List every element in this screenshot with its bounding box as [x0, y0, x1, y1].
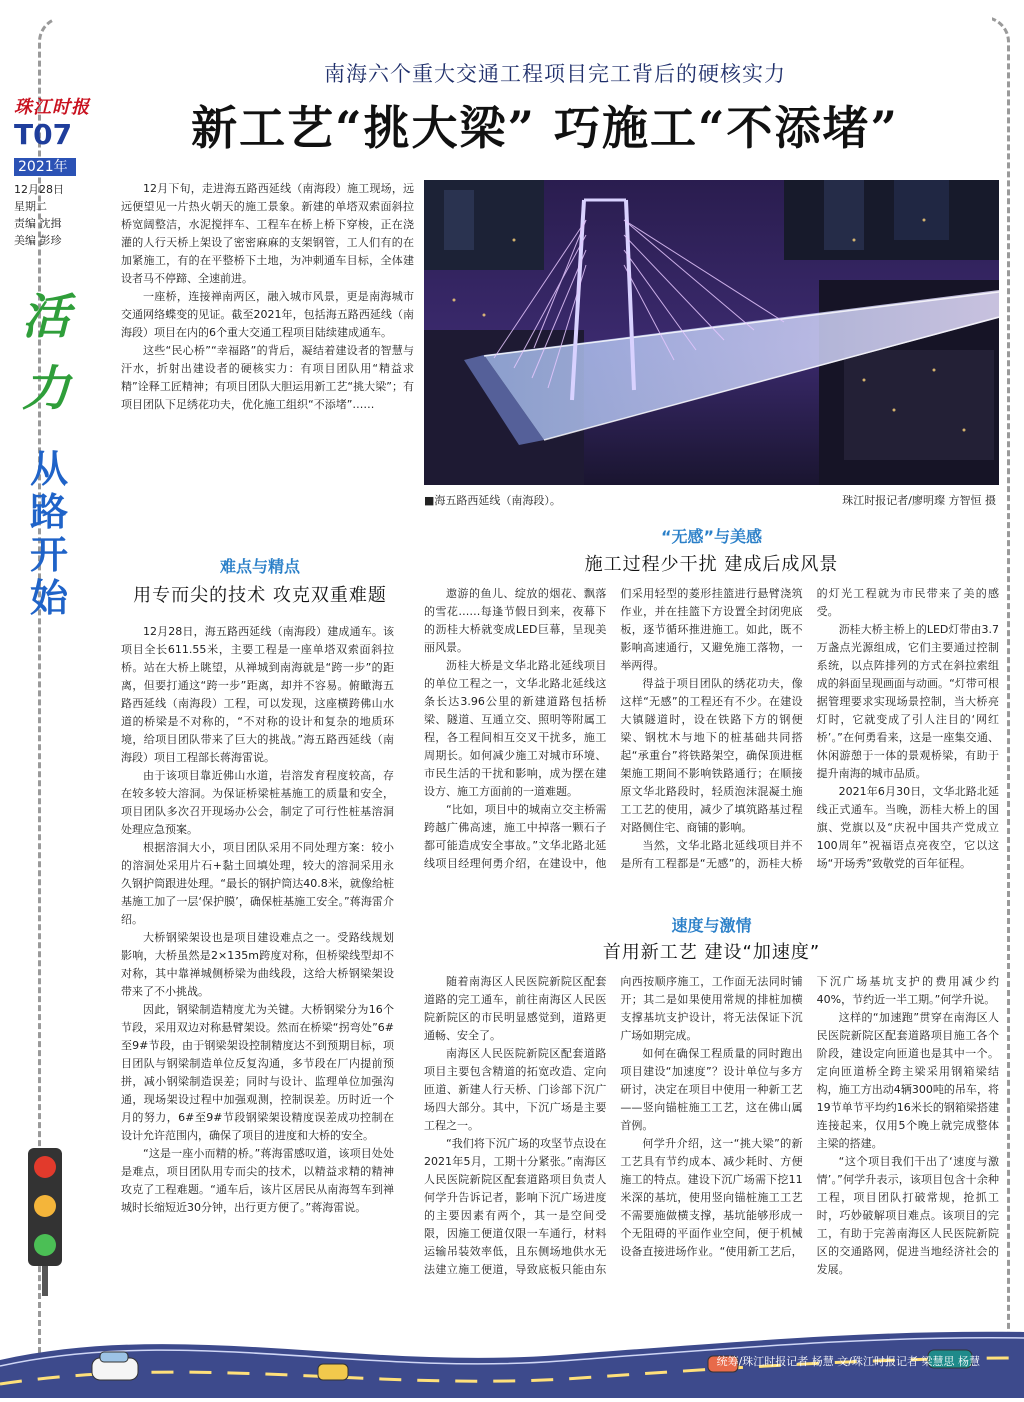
section1-paragraph: 由于该项目靠近佛山水道，岩溶发育程度较高，存在较多较大溶洞。为保证桥梁桩基施工的质量和安全，项目团队多次召开现场办公会，制定了可行性桩基溶洞处理应急预案。 [121, 769, 394, 836]
section2-paragraph: 遨游的鱼儿、绽放的烟花、飘落的雪花……每逢节假日到来，夜幕下的沥桂大桥就变成LED巨幕，呈现美丽风景。 [424, 587, 607, 654]
section2-title: 施工过程少干扰 建成后成风景 [584, 554, 839, 575]
issue-date: 12月28日 [14, 183, 64, 196]
year-badge: 2021年 [14, 158, 76, 176]
section3-title: 首用新工艺 建设“加速度” [602, 942, 821, 963]
section1-title: 用专而尖的技术 攻克双重难题 [133, 585, 387, 606]
section1-paragraph: 因此，钢梁制造精度尤为关键。大桥钢梁分为16个节段，采用双边对称悬臂架设。然而在桥梁“拐弯处”6#至9#节段，由于钢梁架设控制精度达不到预期目标，项目团队与钢梁制造单位反复沟通，多节段在厂内提前预拼，减小钢梁制造误差；同时与设计、监理单位加强沟通，现场架设过程中加强观测，控制误差。历时近一个月的努力，6#至9#节段钢梁架设精度误差成功控制在设计允许范围内，确保了项目的进度和大桥的安全。 [121, 1003, 394, 1142]
section3-text [424, 973, 999, 1325]
section1-paragraph: 根据溶洞大小，项目团队采用不同处理方案：较小的溶洞处采用片石+黏土回填处理，较大的溶洞采用永久钢护筒跟进处理。“最长的钢护筒达40.8米，就像给桩基施工加了一层‘保护膜’，确保桩基施工安全。”蒋海雷介绍。 [121, 841, 394, 926]
section2-paragraph: “比如，项目中的城南立交主桥需跨越广佛高速，施工中掉落一颗石子都可能造成安全事故。”文华北路北延线项目经理何勇介绍，在建设中，他们采用轻型的菱形挂篮进行悬臂浇筑作业，并在挂篮下方设置全封闭兜底板，逐节循环推进施工。如此，既不影响高速通行，又避免施工落物，一举两得。 [424, 587, 803, 870]
issue-weekday: 星期二 [14, 200, 47, 213]
road-illustration [0, 1300, 1024, 1398]
section2-paragraph: 2021年6月30日，文华北路北延线正式通车。当晚，沥桂大桥上的国旗、党旗以及“庆祝中国共产党成立100周年”祝福语点亮夜空，它以这场“开场秀”致敬党的百年征程。 [816, 785, 999, 870]
section-word-cong: 从 [30, 447, 69, 491]
photo-credit: 珠江时报记者/廖明璨 方智恒 摄 [842, 494, 996, 507]
section3-paragraph: 这样的“加速跑”贯穿在南海区人民医院新院区配套道路项目施工各个阶段，建设定向匝道也是其中一个。定向匝道桥全跨主梁采用钢箱梁结构，施工方出动4辆300吨的吊车，将19节单节平均约16米长的钢箱梁搭建连接起来，仅用5个晚上就完成整体主梁的搭建。 [816, 1011, 999, 1150]
designer-credit: 美编 彭珍 [14, 234, 62, 247]
intro-text [121, 180, 414, 414]
section2-paragraph: 沥桂大桥是文华北路北延线项目的单位工程之一，文华北路北延线这条长达3.96公里的新建道路包括桥梁、隧道、互通立交、照明等附属工程，各工程间相互交叉干扰多，施工周期长。如何减少施工对城市环境、市民生活的干扰和影响，成为摆在建设方、施工方面前的一道难题。 [424, 659, 607, 798]
section3-paragraph: 何学升介绍，这一“挑大梁”的新工艺具有节约成本、减少耗时、方便施工的特点。建设下沉广场需下挖11米深的基坑，使用竖向锚桩施工工艺不需要施做横支撑，基坑能够形成一个无阻碍的平面作业空间，便于机械设备直接进场作业。“使用新工艺后，下沉广场基坑支护的费用减少约40%，节约近一半工期。”何学升说。 [620, 975, 999, 1258]
page-number: T07 [14, 118, 73, 151]
intro-paragraph: 这些“民心桥”“幸福路”的背后，凝结着建设者的智慧与汗水，折射出建设者的硬核实力：有项目团队用“精益求精”诠释工匠精神；有项目团队大胆运用新工艺“挑大梁”；有项目团队下足绣花功夫，优化施工组织“不添堵”…… [121, 344, 414, 411]
section-word-kai: 开 [30, 533, 69, 577]
bridge-night-photo [424, 180, 999, 485]
section1-text [121, 623, 394, 1217]
section2-label: “无感”与美感 [660, 527, 763, 546]
editor-credit: 责编 沈揖 [14, 217, 62, 230]
section3-paragraph: 随着南海区人民医院新院区配套道路的完工通车，前往南海区人民医院新院区的市民明显感觉到，道路更通畅、安全了。 [424, 975, 607, 1042]
section3-paragraph: “这个项目我们干出了‘速度与激情’。”何学升表示，该项目包含十余种工程，项目团队打破常规，抢抓工时，巧妙破解项目难点。该项目的完工，有助于完善南海区人民医院新院区的交通路网，促进当地经济社会的发展。 [816, 1155, 999, 1276]
newspaper-logo: 珠江时报 [14, 97, 90, 118]
section2-text [424, 585, 999, 887]
section3-paragraph: 如何在确保工程质量的同时跑出项目建设“加速度”？设计单位与多方研讨，决定在项目中使用一种新工艺——竖向锚桩施工工艺，这在佛山属首例。 [620, 1047, 803, 1132]
intro-paragraph: 12月下旬，走进海五路西延线（南海段）施工现场，远远便望见一片热火朝天的施工景象。新建的单塔双索面斜拉桥宽阔整洁，水泥搅拌车、工程车在桥上桥下穿梭，正在浇灌的人行天桥上架设了密密麻麻的支架钢管，工人们有的在加紧施工，有的在平整桥下土地，为冲刺通车目标，全体建设者马不停蹄、全速前进。 [121, 182, 414, 285]
page-headline: 新工艺“挑大梁” 巧施工“不添堵” [191, 101, 899, 155]
traffic-light-icon [28, 1148, 62, 1266]
section2-paragraph: 沥桂大桥主桥上的LED灯带由3.7万盏点光源组成，它们主要通过控制系统，以点阵排列的方式在斜拉索组成的斜面呈现画面与动画。“灯带可根据管理要求实现场景控制，当大桥亮灯时，它就变成了引人注目的‘网红桥’。”在何勇看来，这是一座集交通、休闲游憩于一体的景观桥梁，有助于提升南海的城市品质。 [816, 623, 999, 780]
page-subtitle: 南海六个重大交通工程项目完工背后的硬核实力 [324, 62, 786, 86]
section3-paragraph: 南海区人民医院新院区配套道路项目主要包含精道的拓宽改造、定向匝道、新建人行天桥、门诊部下沉广场四大部分。其中，下沉广场是主要工程之一。 [424, 1047, 607, 1132]
section3-paragraph: “我们将下沉广场的攻坚节点设在2021年5月，工期十分紧张。”南海区人民医院新院区配套道路项目负责人何学升告诉记者，影响下沉广场进度的主要因素有两个，其一是空间受限，因施工便道仅限一车通行，材料运输吊装效率低，且东侧场地供水无法建立施工便道，导致底板只能由东向西按顺序施工，工作面无法同时铺开；其二是如果使用常规的排桩加横支撑基坑支护设计，将无法保证下沉广场如期完成。 [424, 975, 803, 1276]
footer-credit: 统筹/珠江时报记者 杨慧 文/珠江时报记者 梁慧思 杨慧 [716, 1355, 980, 1368]
photo-caption: ■海五路西延线（南海段）。 [424, 494, 561, 507]
section1-label: 难点与精点 [219, 557, 300, 576]
frame-break [52, 12, 992, 21]
section-word-lu: 路 [30, 490, 69, 534]
section-word-shi: 始 [30, 576, 69, 620]
section2-paragraph: 得益于项目团队的绣花功夫，像这样“无感”的工程还有不少。在建设大镇隧道时，设在铁路下方的钢便梁、钢枕木与地下的桩基础共同搭起“承重台”将铁路架空，确保顶进框架施工期间不影响铁路通行；在顺接原文华北路段时，轻质泡沫混凝土施工工艺的使用，减少了填筑路基过程对路侧住宅、商铺的影响。 [620, 677, 803, 834]
section-word-huo: 活 [22, 289, 71, 345]
section1-paragraph: “这是一座小而精的桥。”蒋海雷感叹道，该项目处处是难点，项目团队用专而尖的技术，以精益求精的精神攻克了工程难题。“通车后，该片区居民从南海驾车到禅城时长缩短近30分钟，出行更方便了。”蒋海雷说。 [121, 1147, 394, 1214]
section-word-li: 力 [22, 361, 71, 417]
car-icon [318, 1364, 348, 1380]
section1-paragraph: 大桥钢梁架设也是项目建设难点之一。受路线规划影响，大桥虽然是2×135m跨度对称，但桥梁线型却不对称，其中靠禅城侧桥梁为曲线段，这给大桥钢梁架设带来了不小挑战。 [121, 931, 394, 998]
section3-label: 速度与激情 [671, 916, 752, 935]
intro-paragraph: 一座桥，连接禅南两区，融入城市风景，更是南海城市交通网络蝶变的见证。截至2021年，包括海五路西延线（南海段）项目在内的6个重大交通工程项目陆续建成通车。 [121, 290, 414, 339]
section2-paragraph: 当然，文华北路北延线项目并不是所有工程都是“无感”的，沥桂大桥的灯光工程就为市民带来了美的感受。 [620, 587, 999, 870]
section1-paragraph: 12月28日，海五路西延线（南海段）建成通车。该项目全长611.55米，主要工程是一座单塔双索面斜拉桥。站在大桥上眺望，从禅城到南海就是“跨一步”的距离，但要打通这“跨一步”距离，却并不容易。俯瞰海五路西延线（南海段）工程，可以发现，这座横跨佛山水道的桥梁是不对称的，“不对称的设计和复杂的地质环境，给项目团队带来了巨大的挑战。”海五路西延线（南海段）项目工程部长蒋海雷说。 [121, 625, 394, 764]
